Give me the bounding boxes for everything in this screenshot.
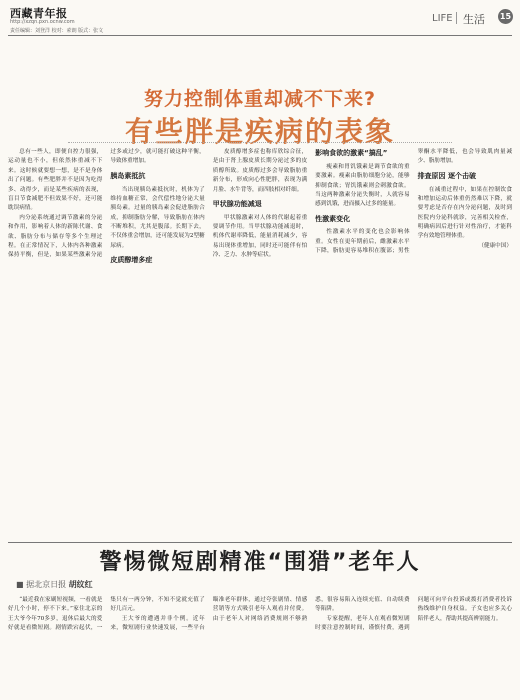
section-text: 性激素水平的变化也会影响体重。女性在更年期前后，雌激素水平下降，脂肪更容易堆积在腹部；男性睾酮水平降低，也会导致肌肉量减少、脂肪增加。: [315, 149, 512, 255]
section-heading: 性激素变化: [315, 214, 351, 223]
headline-divider: [68, 142, 452, 143]
editor-credits: 责任编辑：刘登洋 校对：索朗 版式：张文: [10, 28, 104, 34]
byline-author: 胡纹红: [68, 579, 93, 589]
article-signature: （健康中国）: [478, 242, 512, 249]
section-text: 甲状腺激素对人体的代谢起着重要调节作用。当甲状腺功能减退时，机体代谢率降低，能量消耗减少，容易出现体重增加，同时还可能伴有怕冷、乏力、水肿等症状。: [212, 214, 308, 259]
article2-paragraph: “最近我在家刷短视频，一看就是好几个小时，停不下来。”家住北京的王大爷今年70多岁，退休后最大的爱好就是看微短剧。剧情跌宕起伏，一集只有一两分钟，不知不觉就充值了好几百元。: [8, 597, 205, 632]
section-text: 皮质醇增多症也称库欣综合征，是由于肾上腺皮质长期分泌过多的皮质醇所致。皮质醇过多会导致脂肪重新分布，形成向心性肥胖，表现为满月脸、水牛背等，而四肢相对纤细。: [212, 149, 308, 193]
article2-body: [8, 596, 512, 700]
newspaper-url: http://xzqn.pxn.ocnw.com: [10, 19, 75, 25]
article-separator: [8, 542, 512, 543]
article-paragraph: 内分泌系统通过调节激素的分泌和作用，影响着人体的新陈代谢、食欲、脂肪分布与储存等多个生理过程。在正常情况下，人体内各种激素保持平衡，但是，如果某些激素分泌过多或过少，就可能打破这种平衡，导致体重增加。: [8, 149, 205, 259]
article2-byline: [16, 579, 93, 590]
masthead: [0, 0, 520, 40]
section-heading: 影响食欲的激素“搞乱”: [315, 149, 388, 157]
byline-source: ■ 据北京日报: [16, 580, 67, 589]
article-body: [8, 148, 512, 536]
masthead-rule: [8, 35, 512, 36]
section-heading: 皮质醇增多症: [110, 256, 153, 265]
section-text: 在减重过程中，如果在控制饮食和增加运动后体重仍然难以下降，就要考虑是否存在内分泌问题，及时到医院内分泌科就诊，完善相关检查，明确病因后进行针对性治疗，才能科学有效地管理体重。: [417, 186, 512, 240]
article-headline: 有些胖是疾病的表象: [124, 115, 395, 148]
article2-paragraph: 专家提醒，老年人在观看微短剧时要注意控制时间，谨慎付费，遇到问题可向平台投诉或拨打消费者投诉热线维护自身权益。子女也应多关心陪伴老人，帮助其提高辨别能力。: [315, 597, 512, 632]
article2-headline: 警惕微短剧精准“围猎”老年人: [99, 550, 421, 575]
section-heading: 排查原因 逐个击破: [417, 171, 476, 180]
newspaper-logo: 西藏青年报: [10, 7, 68, 20]
section-text: 瘦素和胃饥饿素是调节食欲的重要激素。瘦素由脂肪细胞分泌，能够抑制食欲；胃饥饿素则会刺激食欲。当这两种激素分泌失衡时，人就容易感到饥饿，进而摄入过多的能量。: [315, 163, 410, 208]
page-number-badge: 15: [498, 9, 513, 24]
section-label-en: LIFE: [432, 13, 453, 24]
article-paragraph: 总有一些人，即便自控力很强，运动量也不小，但依然体重减不下来。这时候就要想一想，是不是身体出了问题。有些肥胖并不是因为吃得多、动得少，而是某些疾病的表现，盲目节食减肥不但效果不好，还可能耽误病情。: [8, 149, 103, 212]
section-divider: [456, 12, 457, 24]
section-heading: 胰岛素抵抗: [110, 171, 146, 180]
section-heading: 甲状腺功能减退: [212, 199, 262, 208]
article2-paragraph: 王大爷的遭遇并非个例。近年来，微短剧行业快速发展，一些平台瞄准老年群体，通过夸张剧情、情感营销等方式吸引老年人观看并付费。由于老年人对网络消费规则不够熟悉，很容易陷入连续充值、自动续费等陷阱。: [110, 597, 410, 632]
section-text: 当出现胰岛素抵抗时，机体为了维持血糖正常，会代偿性地分泌大量胰岛素。过量的胰岛素会促进脂肪合成，抑制脂肪分解，导致脂肪在体内不断堆积，尤其是腹部。长期下去，不仅体重会增加，还可能发展为2型糖尿病。: [110, 186, 205, 249]
section-label-cn: 生活: [463, 13, 485, 26]
article-kicker: 努力控制体重却减不下来?: [143, 88, 377, 110]
